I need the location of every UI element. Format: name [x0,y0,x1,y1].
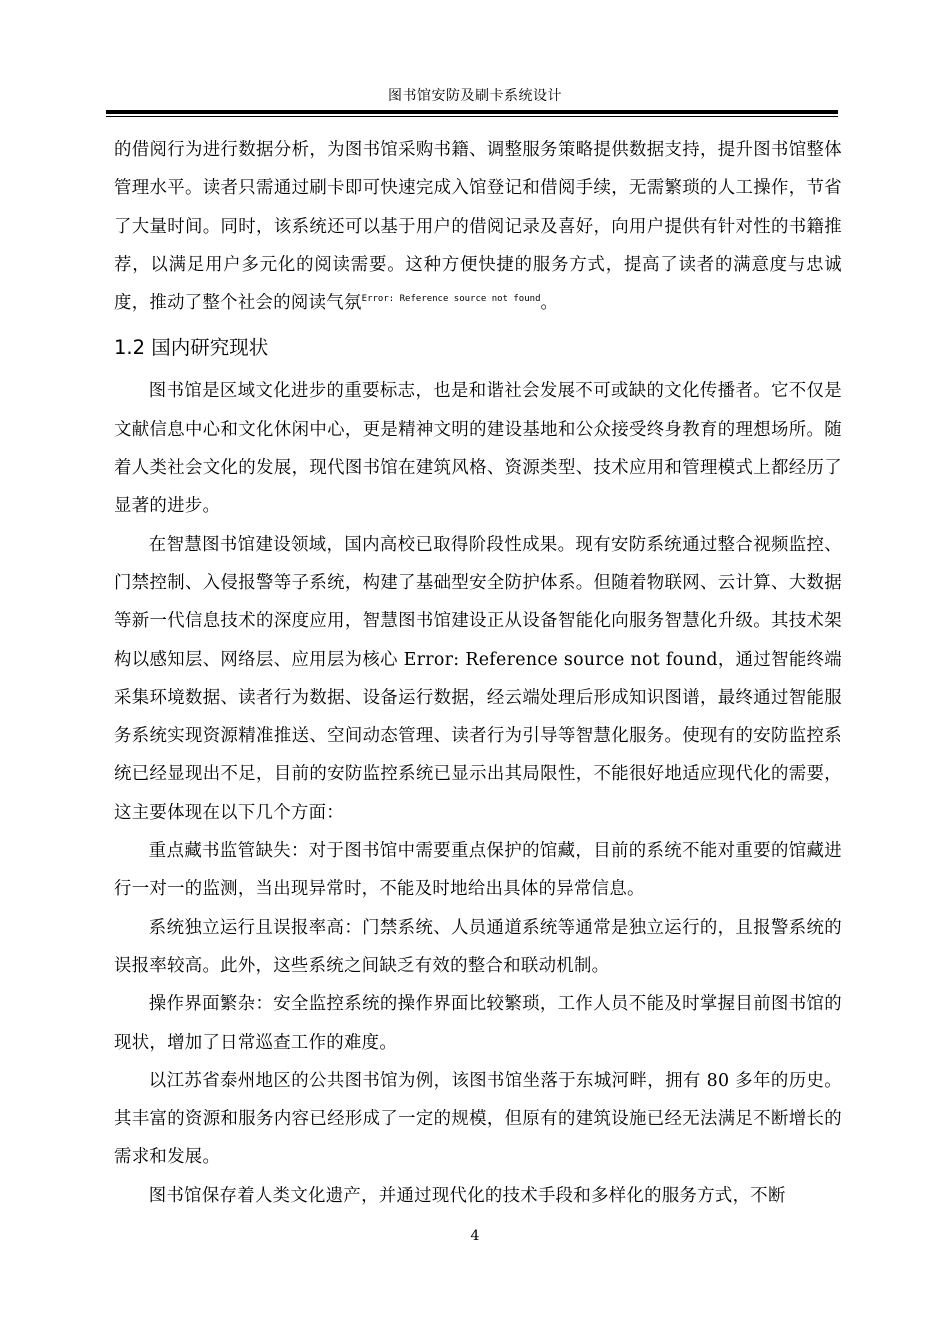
reference-error: Error: Reference source not found [361,294,541,305]
paragraph-3: 在智慧图书馆建设领域，国内高校已取得阶段性成果。现有安防系统通过整合视频监控、门禁控制、入侵报警等子系统，构建了基础型安全防护体系。但随着物联网、云计算、大数据等新一代信息技术的深度应用，智慧图书馆建设正从设备智能化向服务智慧化升级。其技术架构以感知层、网络层、应用层为核心 Error: Reference source not found，通过智能终端采集环境数据、读者行为数据、设备运行数据，经云端处理后形成知识图谱，最终通过智能服务系统实现资源精准推送、空间动态管理、读者行为引导等智慧化服务。使现有的安防监控系统已经显现出不足，目前的安防监控系统已显示出其局限性，不能很好地适应现代化的需要，这主要体现在以下几个方面： [114,534,842,823]
paragraph-6: 操作界面繁杂：安全监控系统的操作界面比较繁琐，工作人员不能及时掌握目前图书馆的现状，增加了日常巡查工作的难度。 [114,994,842,1053]
paragraph-1 [114,131,842,322]
header-rule-thin [106,116,838,117]
paragraph-4: 重点藏书监管缺失：对于图书馆中需要重点保护的馆藏，目前的系统不能对重要的馆藏进行一对一的监测，当出现异常时，不能及时地给出具体的异常信息。 [114,841,842,900]
paragraph-1-text: 的借阅行为进行数据分析，为图书馆采购书籍、调整服务策略提供数据支持，提升图书馆整体管理水平。读者只需通过刷卡即可快速完成入馆登记和借阅手续，无需繁琐的人工操作，节省了大量时间。同时，该系统还可以基于用户的借阅记录及喜好，向用户提供有针对性的书籍推荐，以满足用户多元化的阅读需要。这种方便快捷的服务方式，提高了读者的满意度与忠诚度，推动了整个社会的阅读气氛 [114,140,842,314]
header-rule-thick [106,110,838,114]
paragraph-1-end: 。 [540,293,559,314]
paragraph-8: 图书馆保存着人类文化遗产，并通过现代化的技术手段和多样化的服务方式，不断 [148,1185,786,1206]
paragraph-2: 图书馆是区域文化进步的重要标志，也是和谐社会发展不可或缺的文化传播者。它不仅是文献信息中心和文化休闲中心，更是精神文明的建设基地和公众接受终身教育的理想场所。随着人类社会文化的发展，现代图书馆在建筑风格、资源类型、技术应用和管理模式上都经历了显著的进步。 [114,381,842,517]
paragraph-7: 以江苏省泰州地区的公共图书馆为例，该图书馆坐落于东城河畔，拥有 80 多年的历史。其丰富的资源和服务内容已经形成了一定的规模，但原有的建筑设施已经无法满足不断增长的需求和发展。 [114,1070,842,1168]
page-body [114,131,842,1215]
running-header: 图书馆安防及刷卡系统设计 [388,88,562,104]
section-heading: 1.2 国内研究现状 [114,336,269,360]
page-number: 4 [470,1228,480,1244]
paragraph-5: 系统独立运行且误报率高：门禁系统、人员通道系统等通常是独立运行的，且报警系统的误报率较高。此外，这些系统之间缺乏有效的整合和联动机制。 [114,917,842,976]
